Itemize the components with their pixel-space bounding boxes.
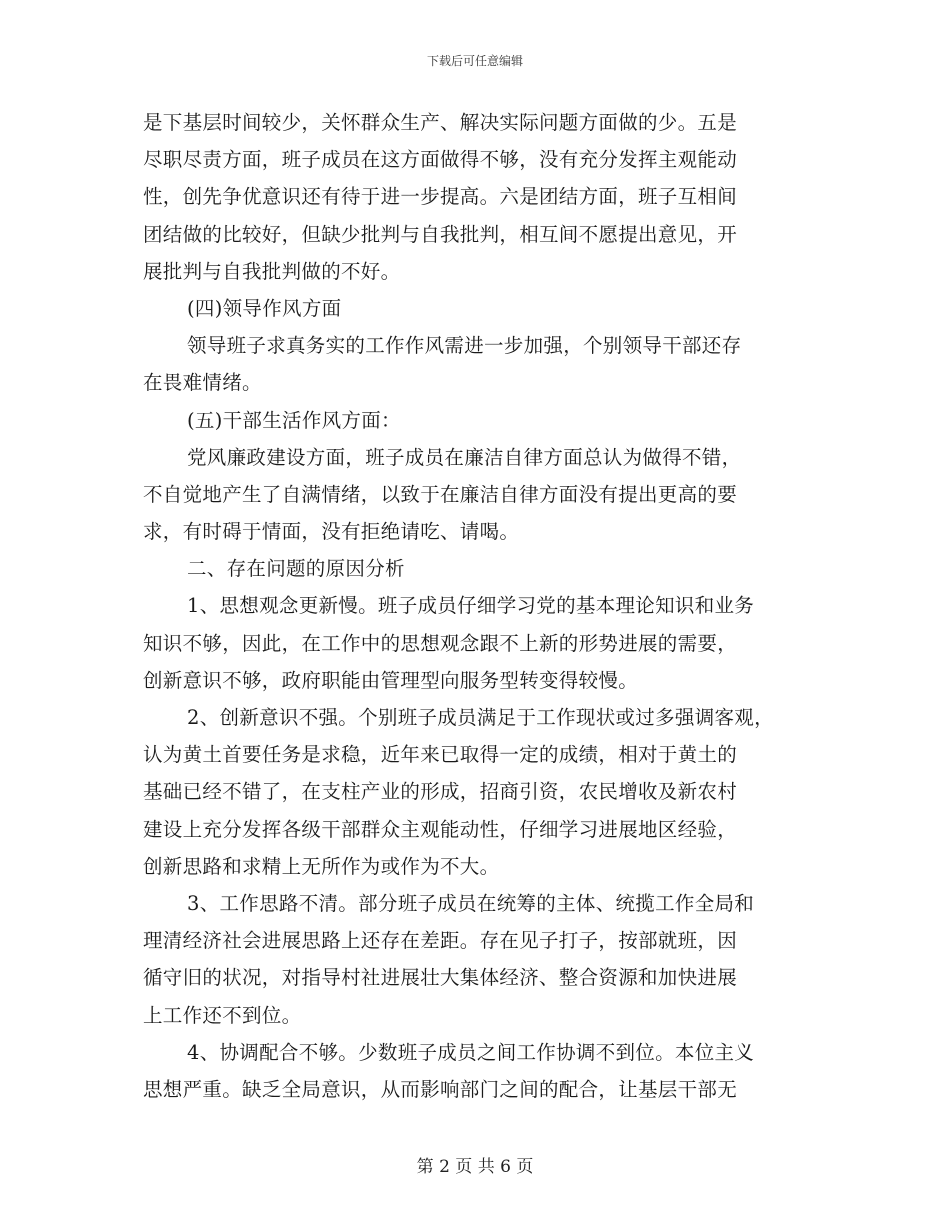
text-line: (五)干部生活作风方面： — [187, 408, 401, 432]
text-line: (四)领导作风方面 — [187, 296, 342, 320]
text-line: 性，创先争优意识还有待于进一步提高。六是团结方面，班子互相间 — [143, 185, 738, 209]
text-line: 基础已经不错了，在支柱产业的形成，招商引资，农民增收及新农村 — [143, 780, 738, 804]
text-line: 在畏难情绪。 — [143, 371, 262, 395]
text-line: 3、工作思路不清。部分班子成员在统筹的主体、统揽工作全局和 — [187, 891, 755, 915]
text-line: 建设上充分发挥各级干部群众主观能动性，仔细学习进展地区经验， — [143, 817, 738, 841]
text-line: 认为黄土首要任务是求稳，近年来已取得一定的成绩，相对于黄土的 — [143, 743, 738, 767]
text-line: 党风廉政建设方面，班子成员在廉洁自律方面总认为做得不错， — [187, 445, 742, 469]
page-header: 下载后可任意编辑 — [426, 54, 523, 68]
text-line: 2、创新意识不强。个别班子成员满足于工作现状或过多强调客观， — [187, 706, 774, 729]
text-line: 思想严重。缺乏全局意识，从而影响部门之间的配合，让基层干部无 — [143, 1077, 738, 1101]
text-line: 4、协调配合不够。少数班子成员之间工作协调不到位。本位主义 — [187, 1040, 755, 1064]
text-line: 展批判与自我批判做的不好。 — [143, 259, 401, 283]
text-line: 团结做的比较好，但缺少批判与自我批判，相互间不愿提出意见，开 — [143, 222, 738, 246]
text-line: 知识不够，因此，在工作中的思想观念跟不上新的形势进展的需要， — [143, 631, 738, 655]
text-line: 理清经济社会进展思路上还存在差距。存在见子打子，按部就班，因 — [143, 929, 738, 953]
text-line: 创新意识不够，政府职能由管理型向服务型转变得较慢。 — [143, 668, 639, 692]
text-line: 不自觉地产生了自满情绪，以致于在廉洁自律方面没有提出更高的要 — [143, 482, 738, 506]
text-line: 是下基层时间较少，关怀群众生产、解决实际问题方面做的少。五是 — [143, 111, 738, 134]
document-body — [143, 104, 813, 1108]
text-line: 二、存在问题的原因分析 — [187, 557, 405, 581]
text-line: 领导班子求真务实的工作作风需进一步加强，个别领导干部还存 — [187, 334, 742, 358]
text-line: 尽职尽责方面，班子成员在这方面做得不够，没有充分发挥主观能动 — [143, 148, 738, 172]
text-line: 上工作还不到位。 — [143, 1003, 302, 1027]
text-line: 创新思路和求精上无所作为或作为不大。 — [143, 854, 500, 878]
page-footer: 第 2 页 共 6 页 — [416, 1157, 534, 1177]
text-line: 1、思想观念更新慢。班子成员仔细学习党的基本理论知识和业务 — [187, 594, 755, 618]
text-line: 循守旧的状况，对指导村社进展壮大集体经济、整合资源和加快进展 — [143, 966, 738, 990]
text-line: 求，有时碍于情面，没有拒绝请吃、请喝。 — [143, 520, 520, 544]
